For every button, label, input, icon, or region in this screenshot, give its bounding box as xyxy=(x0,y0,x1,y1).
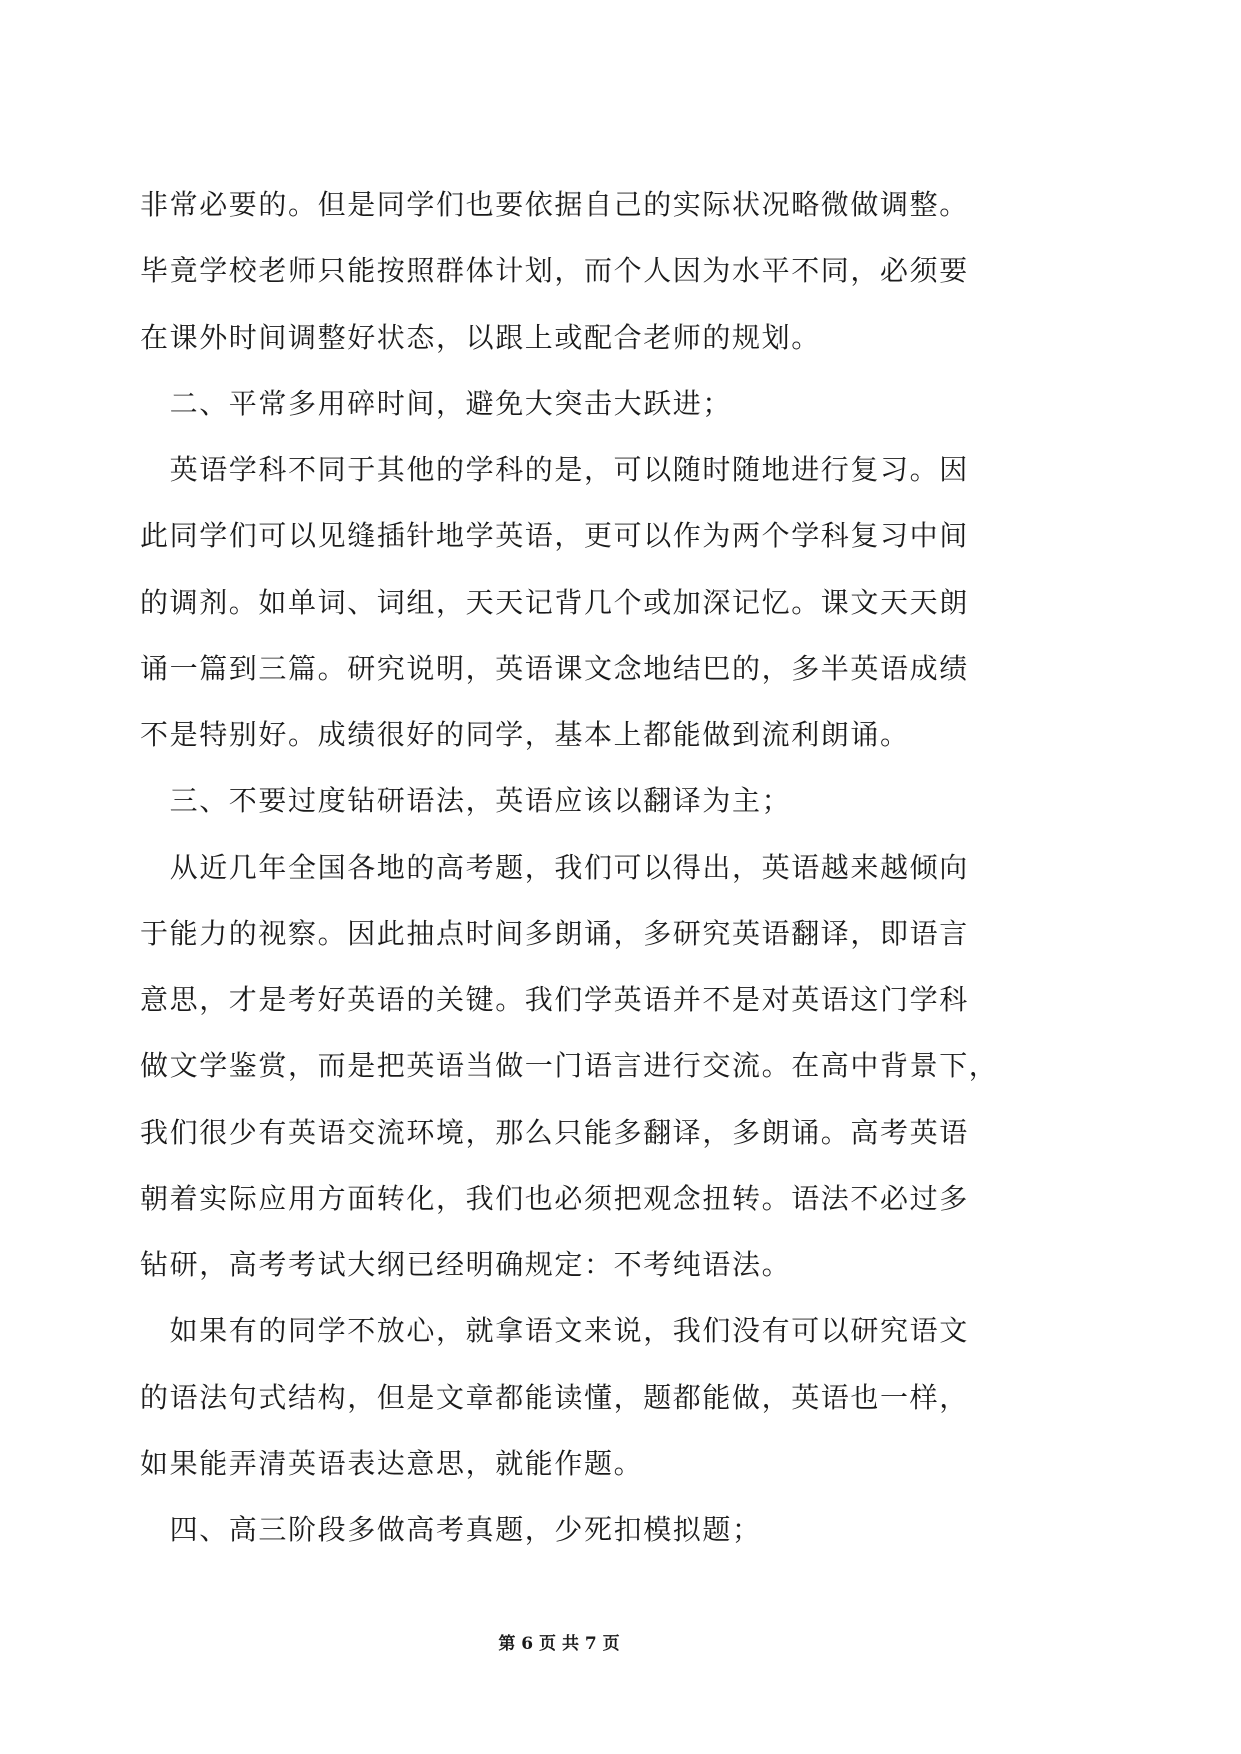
text-line: 从近几年全国各地的高考题，我们可以得出，英语越来越倾向 xyxy=(169,850,969,884)
text-line: 的调剂。如单词、词组，天天记背几个或加深记忆。课文天天朗 xyxy=(140,585,969,619)
text-line: 的语法句式结构，但是文章都能读懂，题都能做，英语也一样， xyxy=(140,1380,969,1414)
text-line: 如果能弄清英语表达意思，就能作题。 xyxy=(140,1446,644,1480)
section-heading-4 xyxy=(140,1497,1040,1563)
heading-line: 二、平常多用碎时间，避免大突击大跃进； xyxy=(169,386,732,420)
text-line: 毕竟学校老师只能按照群体计划，而个人因为水平不同，必须要 xyxy=(140,254,969,288)
text-line: 于能力的视察。因此抽点时间多朗诵，多研究英语翻译，即语言 xyxy=(140,916,969,950)
page-number-footer: 第 6 页 共 7 页 xyxy=(498,1634,620,1654)
text-line: 做文学鉴赏，而是把英语当做一门语言进行交流。在高中背景下， xyxy=(140,1049,999,1083)
section-heading-3 xyxy=(140,768,1040,834)
heading-line: 三、不要过度钻研语法，英语应该以翻译为主； xyxy=(169,784,792,818)
text-line: 如果有的同学不放心，就拿语文来说，我们没有可以研究语文 xyxy=(169,1314,969,1348)
text-line: 不是特别好。成绩很好的同学，基本上都能做到流利朗诵。 xyxy=(140,718,910,751)
paragraph xyxy=(140,1298,1040,1497)
text-line: 钻研，高考考试大纲已经明确规定：不考纯语法。 xyxy=(140,1248,792,1281)
text-line: 朝着实际应用方面转化，我们也必须把观念扭转。语法不必过多 xyxy=(140,1181,969,1215)
paragraph-continued xyxy=(140,172,1040,371)
paragraph xyxy=(140,835,1040,1299)
text-line: 我们很少有英语交流环境，那么只能多翻译，多朗诵。高考英语 xyxy=(140,1115,969,1149)
text-line: 意思，才是考好英语的关键。我们学英语并不是对英语这门学科 xyxy=(140,983,969,1016)
text-line: 此同学们可以见缝插针地学英语，更可以作为两个学科复习中间 xyxy=(140,519,969,553)
heading-line: 四、高三阶段多做高考真题，少死扣模拟题； xyxy=(169,1513,762,1546)
section-heading-2 xyxy=(140,371,1040,437)
text-line: 在课外时间调整好状态，以跟上或配合老师的规划。 xyxy=(140,320,821,354)
text-line: 英语学科不同于其他的学科的是，可以随时随地进行复习。因 xyxy=(169,453,969,486)
text-line: 诵一篇到三篇。研究说明，英语课文念地结巴的，多半英语成绩 xyxy=(140,651,969,685)
document-body xyxy=(140,172,1040,1563)
paragraph xyxy=(140,437,1040,768)
text-line: 非常必要的。但是同学们也要依据自己的实际状况略微做调整。 xyxy=(140,188,969,221)
